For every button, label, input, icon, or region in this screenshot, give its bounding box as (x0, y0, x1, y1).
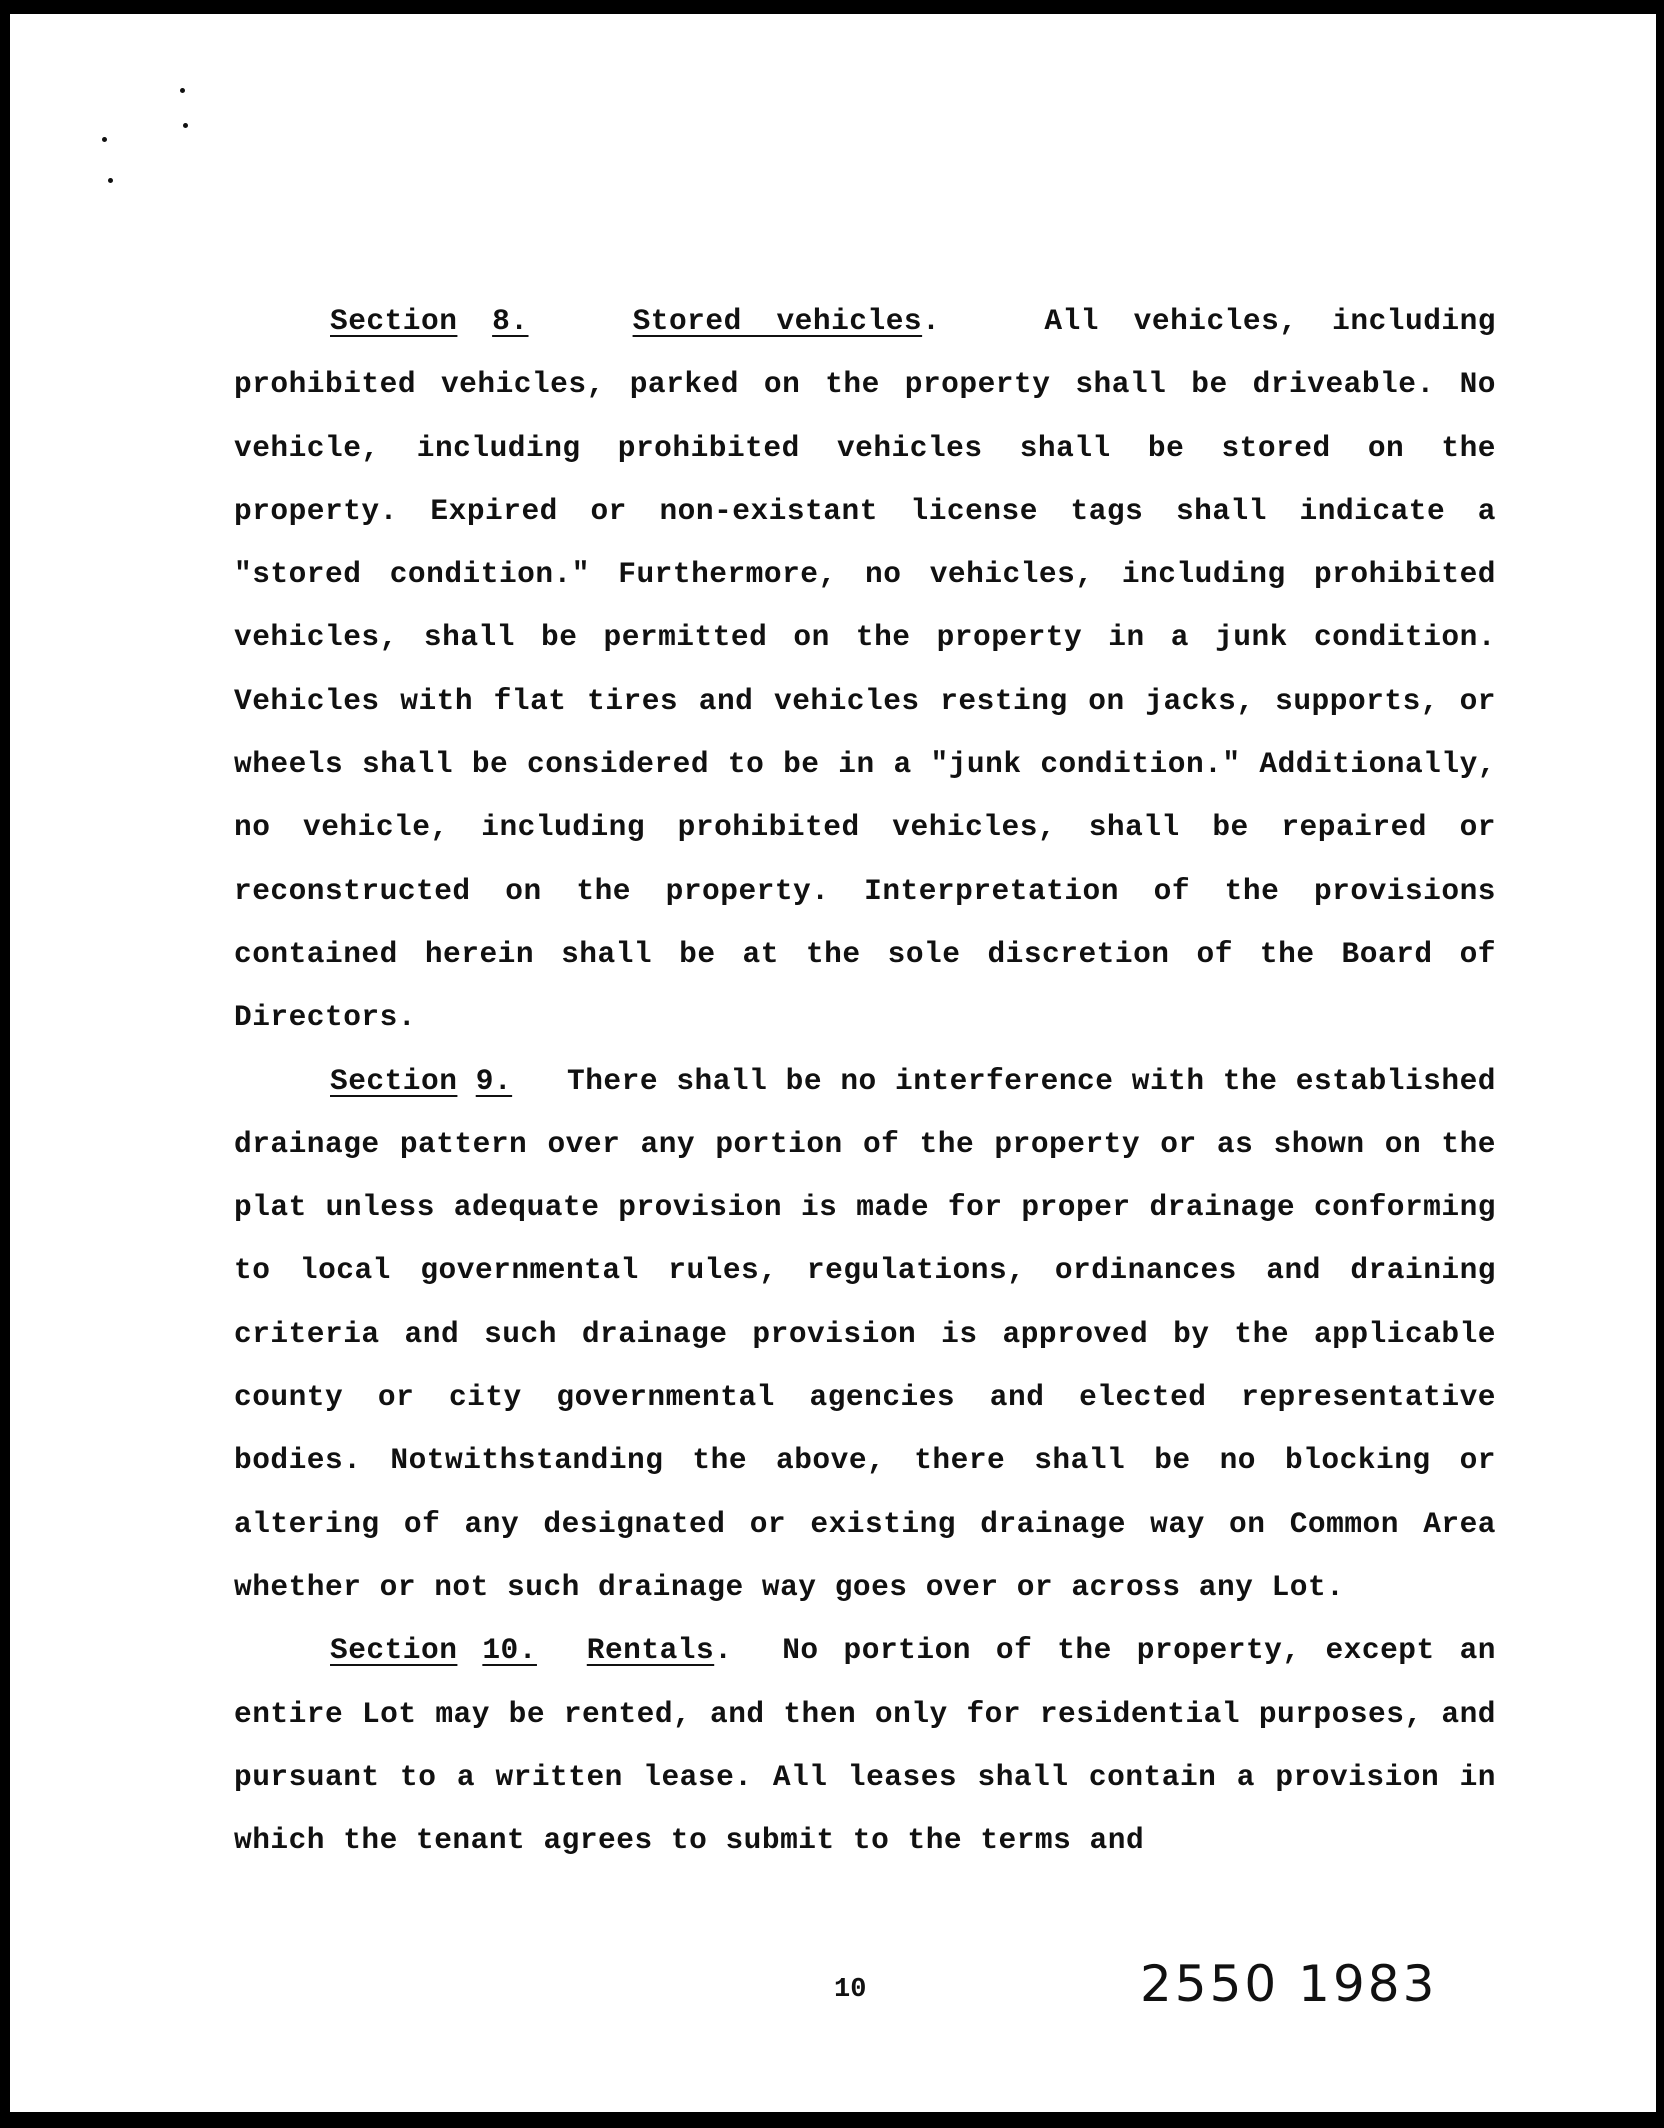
section-9-body: There shall be no interference with the established drainage pattern over any portion of the property or as shown on the plat unless adequate provision is made for proper drainage conforming to local governmental rules, regulations, ordinances and draining criteria and such drainage provision is approved by the applicable county or city governmental agencies and elected representative bodies. Notwithstanding the above, there shall be no blocking or altering of any designated or existing drainage way on Common Area whether or not such drainage way goes over or across any Lot. (234, 1063, 1496, 1604)
section-9-number: 9. (475, 1063, 513, 1098)
page-number: 10 (834, 1975, 867, 2005)
section-10-paragraph: Section 10. Rentals. No portion of the property, except an entire Lot may be rented, and then only for residential purposes, and pursuant to a written lease. All leases shall contain a provision in which the tenant agrees to submit to the terms and (234, 1633, 1497, 1858)
scan-speck (180, 88, 185, 93)
section-10-title: Rentals (586, 1633, 715, 1668)
scan-border-top (0, 0, 1664, 14)
scan-speck (102, 137, 107, 142)
section-8-title: Stored vehicles (632, 304, 923, 338)
document-body (234, 290, 1496, 1872)
section-10-label: Section (330, 1633, 458, 1668)
scan-border-bottom (0, 2112, 1664, 2128)
section-9-paragraph (234, 1050, 1496, 1620)
scan-border-left (0, 0, 10, 2128)
section-9-label: Section (330, 1063, 458, 1098)
document-stamp-number: 2550 1983 (1140, 1955, 1438, 2013)
section-8-paragraph: Section 8. Stored vehicles. All vehicles, including prohibited vehicles, parked on the property shall be driveable. No vehicle, including prohibited vehicles shall be stored on the property. Expired or non-existant license tags shall indicate a "stored condition." Furthermore, no vehicles, including prohibited vehicles, shall be permitted on the property in a junk condition. Vehicles with flat tires and vehicles resting on jacks, supports, or wheels shall be considered to be in a "junk condition." Additionally, no vehicle, including prohibited vehicles, shall be repaired or reconstructed on the property. Interpretation of the provisions contained herein shall be at the sole discretion of the Board of Directors. (234, 304, 1497, 1035)
section-8-number: 8. (492, 304, 529, 338)
section-8-label: Section (330, 304, 458, 338)
section-10-body: No portion of the property, except an entire Lot may be rented, and then only for residential purposes, and pursuant to a written lease. All leases shall contain a provision in which the tenant agrees to submit to the terms and (234, 1633, 1497, 1858)
scan-speck (183, 123, 188, 128)
scan-border-right (1656, 0, 1664, 2128)
section-8-body: All vehicles, including prohibited vehicles, parked on the property shall be driveable. No vehicle, including prohibited vehicles shall be stored on the property. Expired or non-existant license tags shall indicate a "stored condition." Furthermore, no vehicles, including prohibited vehicles, shall be permitted on the property in a junk condition. Vehicles with flat tires and vehicles resting on jacks, supports, or wheels shall be considered to be in a "junk condition." Additionally, no vehicle, including prohibited vehicles, shall be repaired or reconstructed on the property. Interpretation of the provisions contained herein shall be at the sole discretion of the Board of Directors. (234, 304, 1497, 1035)
scan-speck (108, 178, 113, 183)
section-10-number: 10. (482, 1633, 537, 1668)
